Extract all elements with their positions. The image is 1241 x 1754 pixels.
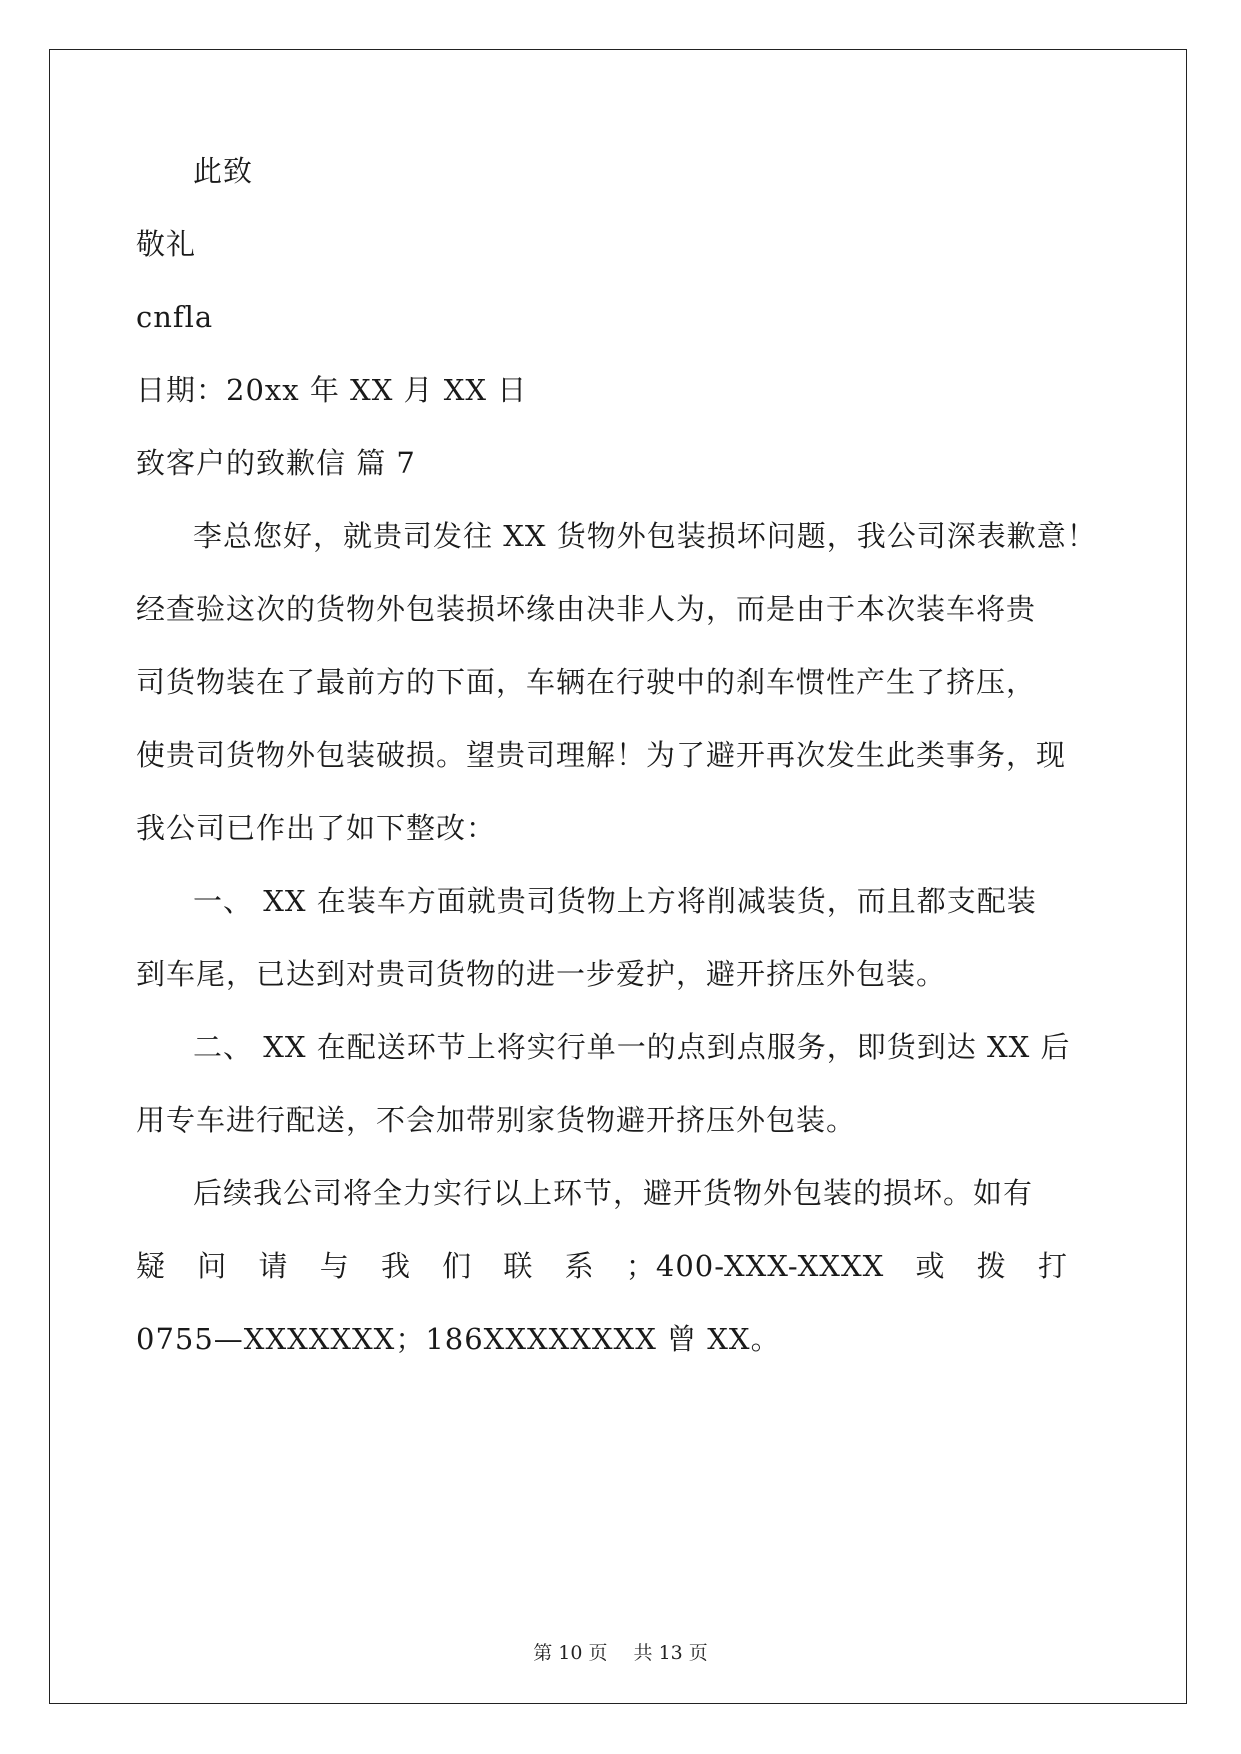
word: 们 <box>442 1249 473 1283</box>
paragraph-1-line-3: 司货物装在了最前方的下面，车辆在行驶中的刹车惯性产生了挤压， <box>136 665 1037 699</box>
paragraph-2-line-2: 到车尾，已达到对贵司货物的进一步爱护，避开挤压外包装。 <box>136 957 947 991</box>
paragraph-1-line-1: 李总您好，就贵司发往 XX 货物外包装损坏问题，我公司深表歉意！ <box>193 519 1097 553</box>
closing-line-1: 此致 <box>193 154 254 188</box>
section-heading: 致客户的致歉信 篇 7 <box>136 446 416 480</box>
paragraph-4-line-2 <box>136 1248 1068 1284</box>
paragraph-3-line-2: 用专车进行配送，不会加带别家货物避开挤压外包装。 <box>136 1103 857 1137</box>
closing-line-2: 敬礼 <box>136 227 197 261</box>
paragraph-2-line-1: 一、 XX 在装车方面就贵司货物上方将削减装货，而且都支配装 <box>193 884 1037 918</box>
signature: cnfla <box>136 300 214 334</box>
page-border <box>49 49 1187 1704</box>
paragraph-4-line-1: 后续我公司将全力实行以上环节，避开货物外包装的损坏。如有 <box>193 1176 1034 1210</box>
word: 我 <box>380 1249 411 1283</box>
word: 或 <box>915 1249 946 1283</box>
paragraph-1-line-2: 经查验这次的货物外包装损坏缘由决非人为，而是由于本次装车将贵 <box>136 592 1037 626</box>
page-total: 共 13 页 <box>633 1642 708 1664</box>
page-number: 第 10 页 <box>533 1642 608 1664</box>
word: 疑 <box>136 1249 167 1283</box>
word: 与 <box>319 1249 350 1283</box>
date-line: 日期：20xx 年 XX 月 XX 日 <box>136 373 528 407</box>
paragraph-1-line-5: 我公司已作出了如下整改： <box>136 811 497 845</box>
word: 请 <box>258 1249 289 1283</box>
word: 拨 <box>976 1249 1007 1283</box>
word: 联 <box>503 1249 534 1283</box>
word: 系 <box>564 1249 595 1283</box>
word: 打 <box>1037 1249 1068 1283</box>
paragraph-3-line-1: 二、 XX 在配送环节上将实行单一的点到点服务，即货到达 XX 后 <box>193 1030 1071 1064</box>
paragraph-4-line-3: 0755—XXXXXXX；186XXXXXXXX 曾 XX。 <box>136 1322 781 1356</box>
phone-number: ；400-XXX-XXXX <box>625 1249 885 1283</box>
paragraph-1-line-4: 使贵司货物外包装破损。望贵司理解！为了避开再次发生此类事务，现 <box>136 738 1067 772</box>
page-footer <box>0 1641 1241 1665</box>
word: 问 <box>197 1249 228 1283</box>
